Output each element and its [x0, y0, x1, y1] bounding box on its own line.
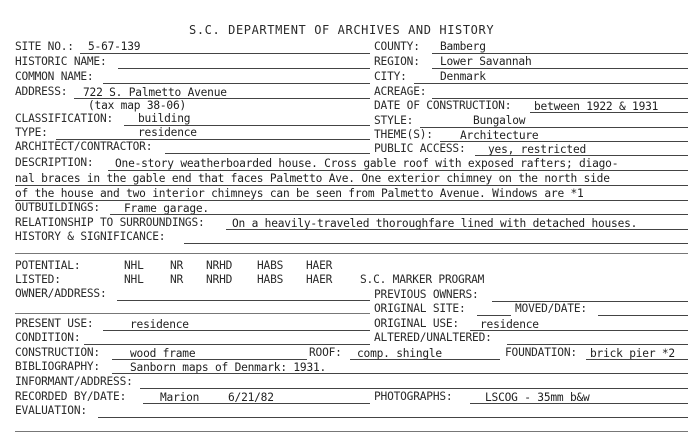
original-use-line: [470, 330, 688, 331]
original-site-line: [477, 315, 511, 316]
foundation-line: [586, 359, 688, 360]
listed-code-nhl: NHL: [124, 273, 144, 286]
evaluation-line-2: [15, 431, 688, 432]
common-name-label: COMMON NAME:: [15, 70, 94, 83]
listed-code-nrhd: NRHD: [206, 273, 233, 286]
common-name-line: [103, 83, 370, 84]
altered-label: ALTERED/UNALTERED:: [374, 331, 492, 344]
recorded-by-line: [143, 403, 370, 404]
informant-label: INFORMANT/ADDRESS:: [15, 375, 133, 388]
architect-label: ARCHITECT/CONTRACTOR:: [15, 140, 153, 153]
city-line: [414, 83, 688, 84]
potential-code-nr: NR: [170, 259, 184, 272]
address-label: ADDRESS:: [15, 85, 68, 98]
altered-line: [507, 344, 688, 345]
potential-code-nrhd: NRHD: [206, 259, 233, 272]
listed-code-haer: HAER: [306, 273, 333, 286]
condition-line: [84, 344, 370, 345]
type-value: residence: [138, 126, 197, 139]
outbuildings-label: OUTBUILDINGS:: [15, 201, 100, 214]
roof-label: ROOF:: [309, 346, 342, 359]
photographs-label: PHOTOGRAPHS:: [374, 390, 453, 403]
architect-line: [165, 153, 370, 154]
foundation-label: FOUNDATION:: [505, 346, 577, 359]
bibliography-line: [112, 373, 688, 374]
form-header: S.C. DEPARTMENT OF ARCHIVES AND HISTORY: [189, 23, 495, 37]
construction-label: CONSTRUCTION:: [15, 346, 100, 359]
evaluation-line: [98, 417, 688, 418]
public-access-label: PUBLIC ACCESS:: [374, 142, 466, 155]
foundation-value: brick pier *2: [590, 347, 675, 360]
public-access-value: yes, restricted: [488, 143, 587, 156]
historic-name-label: HISTORIC NAME:: [15, 55, 107, 68]
description-label: DESCRIPTION:: [15, 156, 94, 169]
city-label: CITY:: [374, 70, 407, 83]
theme-value: Architecture: [460, 129, 539, 142]
relationship-line: [226, 229, 688, 230]
public-access-line: [475, 155, 688, 156]
description-underline-1: [108, 170, 688, 171]
construction-line: [112, 359, 307, 360]
outbuildings-value: Frame garage.: [124, 202, 209, 215]
type-label: TYPE:: [15, 126, 48, 139]
classification-value: building: [138, 112, 191, 125]
description-line-2: nal braces in the gable end that faces Palmetto Ave. One exterior chimney on the north side: [15, 172, 610, 185]
relationship-value: On a heavily-traveled thoroughfare lined with detached houses.: [232, 217, 638, 230]
region-label: REGION:: [374, 55, 420, 68]
acreage-label: ACREAGE:: [374, 85, 427, 98]
condition-label: CONDITION:: [15, 331, 81, 344]
listed-label: LISTED:: [15, 273, 61, 286]
marker-program-label: S.C. MARKER PROGRAM: [360, 273, 485, 286]
owner-address-line-2: [15, 313, 370, 314]
date-construction-label: DATE OF CONSTRUCTION:: [374, 99, 512, 112]
site-no-label: SITE NO.:: [15, 40, 74, 53]
style-label: STYLE:: [374, 114, 414, 127]
county-label: COUNTY:: [374, 40, 420, 53]
informant-line: [140, 388, 688, 389]
photographs-line: [470, 403, 688, 404]
moved-date-label: MOVED/DATE:: [515, 302, 587, 315]
site-no-value: 5-67-139: [88, 40, 141, 53]
address-value: 722 S. Palmetto Avenue: [83, 86, 227, 99]
description-line-1: One-story weatherboarded house. Cross gable roof with exposed rafters; diago-: [115, 157, 619, 170]
description-line-3: of the house and two interior chimneys can be seen from Palmetto Avenue. Windows are *1: [15, 187, 584, 200]
theme-line: [440, 141, 688, 142]
roof-value: comp. shingle: [357, 347, 442, 360]
recorded-by-value: Marion: [160, 391, 200, 404]
original-site-label: ORIGINAL SITE:: [374, 302, 466, 315]
potential-code-nhl: NHL: [124, 259, 144, 272]
county-line: [432, 53, 688, 54]
date-construction-line: [530, 112, 688, 113]
style-line: [420, 127, 688, 128]
photographs-value: LSCOG - 35mm b&w: [485, 391, 590, 404]
historic-name-line: [118, 68, 370, 69]
potential-code-habs: HABS: [257, 259, 284, 272]
region-line: [432, 68, 688, 69]
listed-code-habs: HABS: [257, 273, 284, 286]
recorded-by-label: RECORDED BY/DATE:: [15, 390, 127, 403]
present-use-line: [103, 330, 370, 331]
potential-label: POTENTIAL:: [15, 259, 81, 272]
recorded-date-value: 6/21/82: [228, 391, 274, 404]
bibliography-value: Sanborn maps of Denmark: 1931.: [130, 361, 327, 374]
previous-owners-label: PREVIOUS OWNERS:: [374, 288, 479, 301]
present-use-value: residence: [130, 318, 189, 331]
county-value: Bamberg: [440, 40, 486, 53]
owner-address-label: OWNER/ADDRESS:: [15, 287, 107, 300]
relationship-label: RELATIONSHIP TO SURROUNDINGS:: [15, 216, 205, 229]
description-underline-3: [15, 200, 688, 201]
evaluation-label: EVALUATION:: [15, 404, 87, 417]
original-use-value: residence: [480, 318, 539, 331]
site-no-line: [80, 53, 370, 54]
city-value: Denmark: [440, 70, 486, 83]
style-value: Bungalow: [473, 114, 526, 127]
region-value: Lower Savannah: [440, 55, 532, 68]
date-construction-value: between 1922 & 1931: [534, 100, 659, 113]
outbuildings-line: [110, 214, 688, 215]
tax-map-value: (tax map 38-06): [88, 99, 187, 112]
theme-label: THEME(S):: [374, 128, 433, 141]
potential-code-haer: HAER: [306, 259, 333, 272]
moved-date-line: [598, 315, 688, 316]
original-use-label: ORIGINAL USE:: [374, 317, 459, 330]
construction-value: wood frame: [130, 347, 196, 360]
history-line-2: [15, 253, 688, 254]
history-label: HISTORY & SIGNIFICANCE:: [15, 230, 166, 243]
bibliography-label: BIBLIOGRAPHY:: [15, 360, 100, 373]
history-line: [184, 243, 688, 244]
description-underline-2: [15, 185, 688, 186]
present-use-label: PRESENT USE:: [15, 317, 94, 330]
listed-code-nr: NR: [170, 273, 184, 286]
classification-label: CLASSIFICATION:: [15, 112, 114, 125]
roof-line: [350, 359, 500, 360]
owner-address-line: [117, 300, 370, 301]
